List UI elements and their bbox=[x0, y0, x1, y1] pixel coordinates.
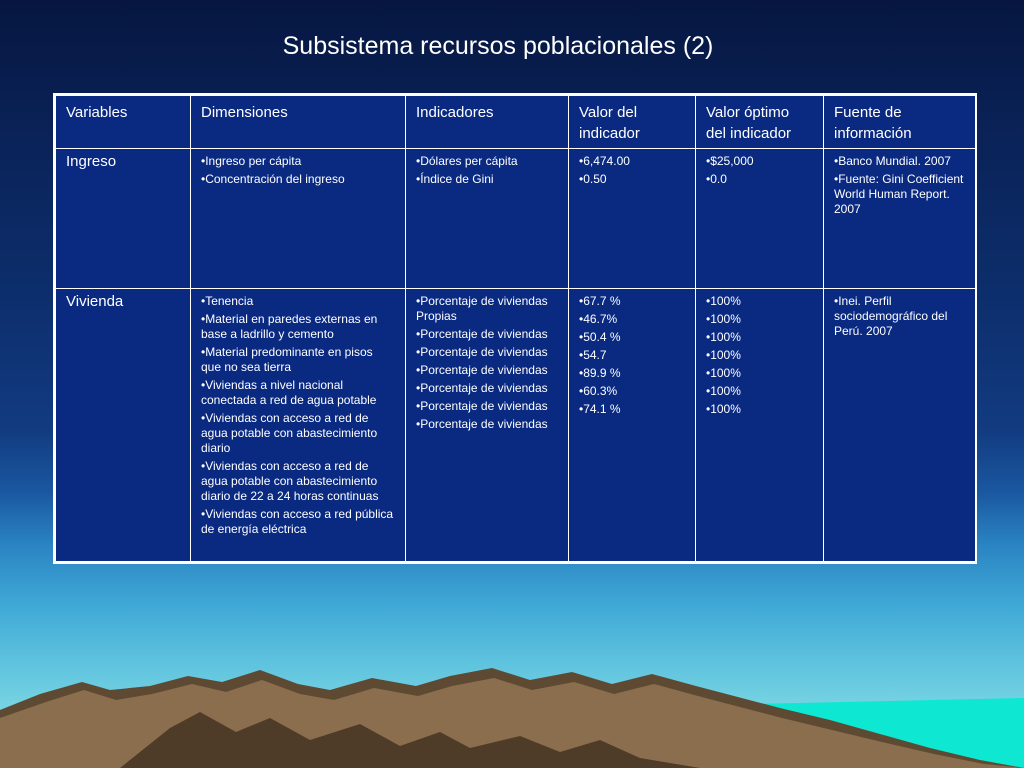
cell-valor bbox=[569, 149, 696, 289]
list-item: • 100% bbox=[706, 294, 813, 309]
table-header-row bbox=[56, 96, 976, 149]
bullet-list bbox=[416, 294, 558, 432]
table-row bbox=[56, 149, 976, 289]
list-item: • 74.1 % bbox=[579, 402, 685, 417]
bullet-list bbox=[579, 154, 685, 187]
list-item: • 100% bbox=[706, 366, 813, 381]
list-item: • 89.9 % bbox=[579, 366, 685, 381]
header-valor-optimo: Valor óptimo del indicador bbox=[696, 96, 824, 149]
list-item: • Material predominante en pisos que no sea tierra bbox=[201, 345, 395, 375]
bullet-list bbox=[706, 154, 813, 187]
list-item: • 100% bbox=[706, 402, 813, 417]
cell-fuente bbox=[824, 149, 976, 289]
list-item: • Viviendas a nivel nacional conectada a red de agua potable bbox=[201, 378, 395, 408]
cell-valor bbox=[569, 289, 696, 562]
list-item: • Ingreso per cápita bbox=[201, 154, 395, 169]
bullet-list bbox=[579, 294, 685, 417]
table-row bbox=[56, 289, 976, 562]
list-item: • 60.3% bbox=[579, 384, 685, 399]
list-item: • 100% bbox=[706, 384, 813, 399]
list-item: • Porcentaje de viviendas Propias bbox=[416, 294, 558, 324]
row-label-ingreso: Ingreso bbox=[56, 149, 191, 289]
cell-dimensiones bbox=[191, 149, 406, 289]
cell-valor-optimo bbox=[696, 289, 824, 562]
list-item: • Porcentaje de viviendas bbox=[416, 327, 558, 342]
list-item: • Porcentaje de viviendas bbox=[416, 363, 558, 378]
list-item: • Índice de Gini bbox=[416, 172, 558, 187]
header-fuente: Fuente de información bbox=[824, 96, 976, 149]
list-item: • Viviendas con acceso a red de agua potable con abastecimiento diario de 22 a 24 horas continuas bbox=[201, 459, 395, 504]
header-valor: Valor del indicador bbox=[569, 96, 696, 149]
list-item: • 100% bbox=[706, 348, 813, 363]
list-item: • Porcentaje de viviendas bbox=[416, 417, 558, 432]
list-item: • Banco Mundial. 2007 bbox=[834, 154, 965, 169]
cell-indicadores bbox=[406, 149, 569, 289]
list-item: • Viviendas con acceso a red pública de energía eléctrica bbox=[201, 507, 395, 537]
slide-title: Subsistema recursos poblacionales (2) bbox=[282, 32, 714, 60]
cell-indicadores bbox=[406, 289, 569, 562]
bullet-list bbox=[201, 294, 395, 537]
list-item: • 0.50 bbox=[579, 172, 685, 187]
data-table-frame bbox=[53, 93, 977, 564]
list-item: • Porcentaje de viviendas bbox=[416, 381, 558, 396]
row-label-vivienda: Vivienda bbox=[56, 289, 191, 562]
list-item: • 54.7 bbox=[579, 348, 685, 363]
mountain-landscape bbox=[0, 648, 1024, 768]
list-item: • Viviendas con acceso a red de agua potable con abastecimiento diario bbox=[201, 411, 395, 456]
list-item: • $25,000 bbox=[706, 154, 813, 169]
bullet-list bbox=[201, 154, 395, 187]
list-item: • Concentración del ingreso bbox=[201, 172, 395, 187]
list-item: • 50.4 % bbox=[579, 330, 685, 345]
header-dimensiones: Dimensiones bbox=[191, 96, 406, 149]
cell-valor-optimo bbox=[696, 149, 824, 289]
list-item: • Porcentaje de viviendas bbox=[416, 345, 558, 360]
list-item: • 100% bbox=[706, 330, 813, 345]
list-item: • Tenencia bbox=[201, 294, 395, 309]
list-item: • 46.7% bbox=[579, 312, 685, 327]
bullet-list bbox=[834, 294, 965, 339]
data-table bbox=[55, 95, 976, 562]
header-variables: Variables bbox=[56, 96, 191, 149]
list-item: • 100% bbox=[706, 312, 813, 327]
bullet-list bbox=[706, 294, 813, 417]
list-item: • Inei. Perfil sociodemográfico del Perú. 2007 bbox=[834, 294, 965, 339]
list-item: • Fuente: Gini Coefficient World Human Report. 2007 bbox=[834, 172, 965, 217]
cell-fuente bbox=[824, 289, 976, 562]
list-item: • Dólares per cápita bbox=[416, 154, 558, 169]
list-item: • Porcentaje de viviendas bbox=[416, 399, 558, 414]
bullet-list bbox=[834, 154, 965, 217]
list-item: • 6,474.00 bbox=[579, 154, 685, 169]
list-item: • 67.7 % bbox=[579, 294, 685, 309]
bullet-list bbox=[416, 154, 558, 187]
header-indicadores: Indicadores bbox=[406, 96, 569, 149]
list-item: • 0.0 bbox=[706, 172, 813, 187]
cell-dimensiones bbox=[191, 289, 406, 562]
list-item: • Material en paredes externas en base a ladrillo y cemento bbox=[201, 312, 395, 342]
